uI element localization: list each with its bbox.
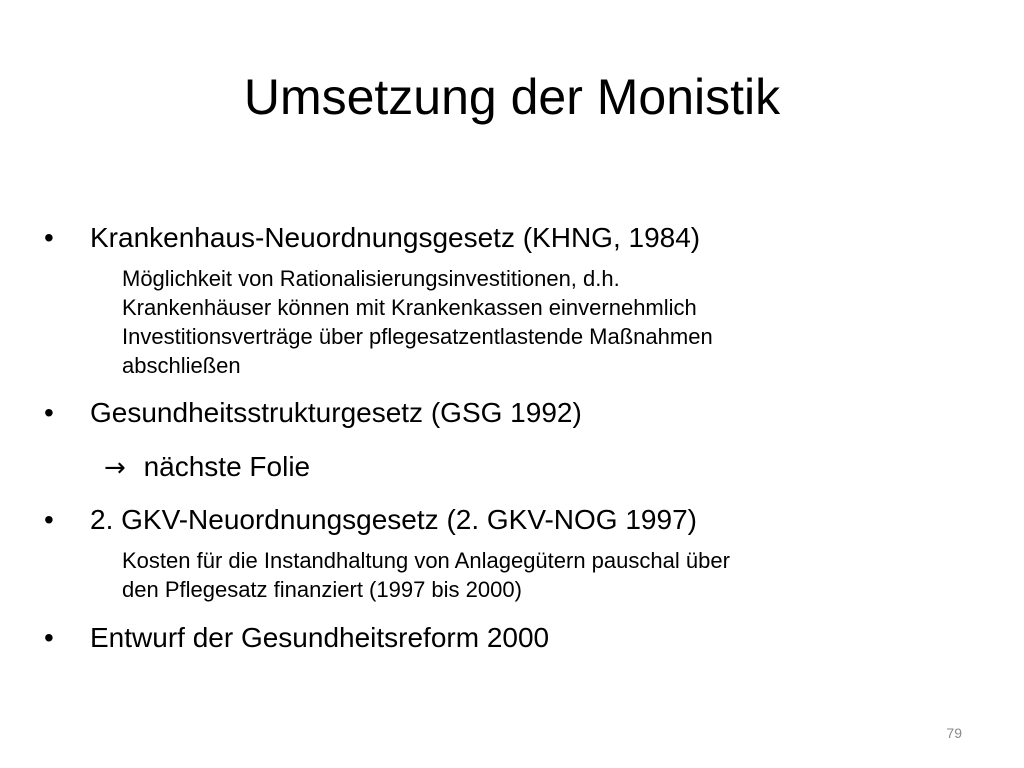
page-number: 79 xyxy=(946,725,962,741)
detail-line: den Pflegesatz finanziert (1997 bis 2000) xyxy=(122,577,522,602)
detail-line: Möglichkeit von Rationalisierungsinvestitionen, d.h. xyxy=(122,266,620,291)
bullet-item-gsg xyxy=(44,393,984,433)
bullet-item-reform-2000 xyxy=(44,618,984,658)
bullet-item-gkv-nog xyxy=(44,500,984,540)
bullet-icon: • xyxy=(44,622,54,653)
bullet-text: 2. GKV-Neuordnungsgesetz (2. GKV-NOG 1997) xyxy=(90,504,697,535)
detail-line: abschließen xyxy=(122,353,241,378)
bullet-icon: • xyxy=(44,222,54,253)
detail-line: Krankenhäuser können mit Krankenkassen einvernehmlich xyxy=(122,295,697,320)
bullet-detail-gkv-nog xyxy=(44,546,962,604)
bullet-icon: • xyxy=(44,504,54,535)
detail-line: Kosten für die Instandhaltung von Anlagegütern pauschal über xyxy=(122,548,730,573)
bullet-icon: • xyxy=(44,397,54,428)
arrow-text: nächste Folie xyxy=(143,451,311,482)
bullet-text: Entwurf der Gesundheitsreform 2000 xyxy=(90,622,550,653)
bullet-detail-khng xyxy=(44,264,962,380)
bullet-item-khng xyxy=(44,218,984,258)
arrow-reference xyxy=(44,447,984,488)
bullet-text: Gesundheitsstrukturgesetz (GSG 1992) xyxy=(90,397,582,428)
bullet-text: Krankenhaus-Neuordnungsgesetz (KHNG, 1984) xyxy=(90,222,701,253)
detail-line: Investitionsverträge über pflegesatzentlastende Maßnahmen xyxy=(122,324,713,349)
slide-title: Umsetzung der Monistik xyxy=(243,69,781,125)
arrow-right-icon: → xyxy=(104,453,126,483)
slide-body xyxy=(44,218,984,658)
